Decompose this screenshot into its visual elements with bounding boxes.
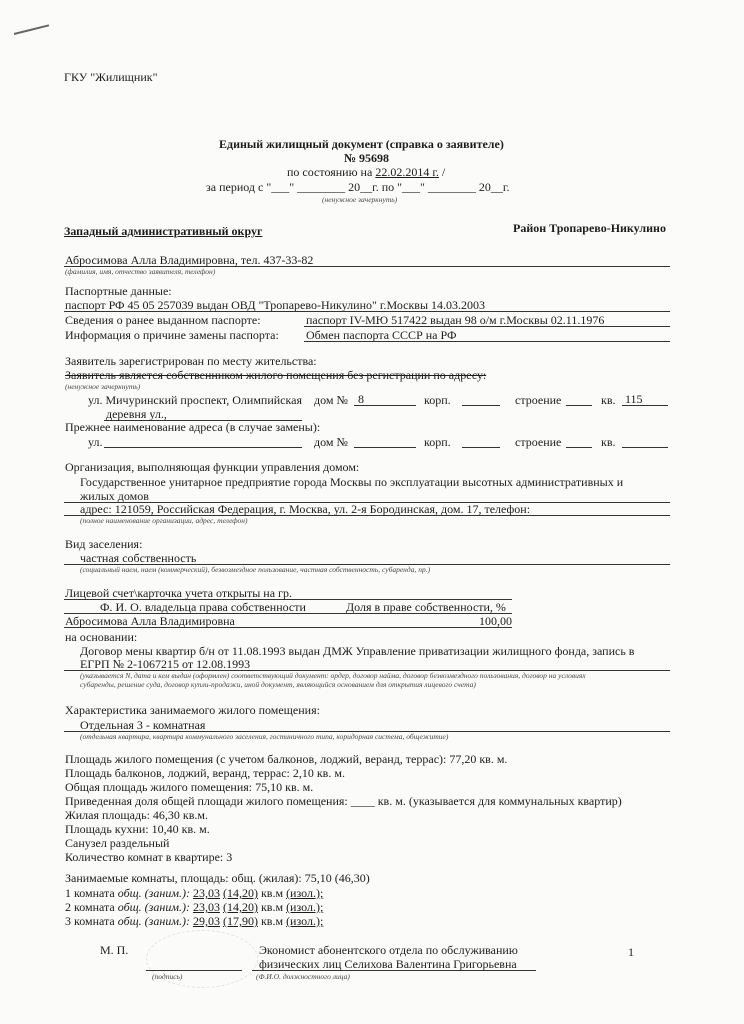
prev-kv-label: кв. (601, 435, 616, 449)
rule (462, 405, 500, 406)
position-line-2: физических лиц Селихова Валентина Григорьевна (259, 957, 517, 971)
state-date: 22.02.2014 г. (375, 165, 439, 179)
prev-stroenie-label: строение (515, 435, 562, 449)
room-row: 1 комната общ. (заним.): 23,03 (14,20) кв.м (изол.); (65, 886, 324, 900)
address-street: ул. Мичуринский проспект, Олимпийская (88, 393, 302, 407)
fio-line (252, 970, 536, 971)
characteristics-note: (отдельная квартира, квартира коммунального заселения, гостиничного типа, коридорная система, общежитие) (80, 732, 449, 741)
applicant-name: Абросимова Алла Владимировна, тел. 437-33-82 (65, 253, 314, 267)
management-address: адрес: 121059, Российская Федерация, г. Москва, ул. 2-я Бородинская, дом. 17, телефон: (80, 502, 531, 516)
basis-line-1: Договор мены квартир б/н от 11.08.1993 выдан ДМЖ Управление приватизации жилищного фонда, запись в (80, 644, 635, 658)
rule (566, 405, 592, 406)
registration-line: Заявитель зарегистрирован по месту жительства: (65, 354, 317, 368)
management-note: (полное наименование организации, адрес, телефон) (80, 516, 248, 525)
area-line: Общая площадь жилого помещения: 75,10 кв. м. (65, 780, 314, 794)
prev-korp-label: корп. (424, 435, 451, 449)
rule (64, 311, 670, 312)
owner-name: Абросимова Алла Владимировна (65, 614, 235, 628)
reason-label: Информация о причине замены паспорта: (65, 328, 279, 342)
mp-label: М. П. (100, 943, 129, 957)
owner-share: 100,00 (479, 614, 512, 628)
area-line: Количество комнат в квартире: 3 (65, 850, 233, 864)
rule (104, 447, 302, 448)
characteristics-label: Характеристика занимаемого жилого помещения: (65, 703, 320, 717)
area-line: Санузел раздельный (65, 836, 170, 850)
basis-note-1: (указывается N, дата и кем выдан (оформлен) соответствующий документ: ордер, договор найма, договор безвозмездного пользования, договор на условиях (80, 671, 586, 680)
doc-number: № 95698 (344, 151, 390, 165)
area-line: Жилая площадь: 46,30 кв.м. (65, 808, 208, 822)
org-name: ГКУ "Жилищник" (64, 70, 158, 84)
col-share: Доля в праве собственности, % (346, 600, 506, 614)
room-row: 3 комната общ. (заним.): 29,03 (17,90) кв.м (изол.); (65, 914, 324, 928)
prev-passport-value: паспорт IV-МЮ 517422 выдан 98 о/м г.Москвы 02.11.1976 (306, 313, 605, 327)
management-label: Организация, выполняющая функции управления домом: (65, 460, 360, 474)
prev-street: ул. (88, 435, 103, 449)
doc-title: Единый жилищный документ (справка о заявителе) (219, 137, 504, 151)
state-line: по состоянию на 22.02.2014 г. / (287, 165, 446, 179)
rule (64, 627, 512, 628)
room-row: 2 комната общ. (заним.): 23,03 (14,20) кв.м (изол.); (65, 900, 324, 914)
period-line: за период с "___" ________ 20__г. по "___" ________ 20__г. (206, 180, 510, 194)
area-line: Площадь кухни: 10,40 кв. м. (65, 822, 210, 836)
rule (354, 405, 416, 406)
management-name-1: Государственное унитарное предприятие города Москвы по эксплуатации высотных административных и (80, 475, 624, 489)
position-line-1: Экономист абонентского отдела по обслуживанию (259, 943, 518, 957)
col-fio: Ф. И. О. владельца права собственности (100, 600, 306, 614)
passport-label: Паспортные данные: (65, 284, 172, 298)
rule (566, 447, 592, 448)
dom-value: 8 (358, 392, 364, 406)
pen-mark (14, 24, 49, 35)
basis-note-2: субаренды, решение суда, договор купли-продажи, иной документ, являющийся основанием для открытия лицевого счета) (80, 680, 476, 689)
rule (462, 447, 500, 448)
rule (622, 447, 668, 448)
reason-value: Обмен паспорта СССР на РФ (306, 328, 457, 342)
rule (354, 447, 416, 448)
address-street-2: деревня ул., (106, 407, 167, 421)
owner-no-registration-line: Заявитель является собственником жилого помещения без регистрации по адресу: (65, 368, 487, 382)
fio-note: (Ф.И.О. должностного лица) (256, 972, 350, 981)
prev-address-label: Прежнее наименование адреса (в случае замены): (65, 420, 321, 434)
kv-label: кв. (601, 393, 616, 407)
applicant-note: (фамилия, имя, отчество заявителя, телефон) (65, 267, 216, 276)
rooms-header: Занимаемые комнаты, площадь: общ. (жилая): 75,10 (46,30) (65, 871, 370, 885)
dom-label: дом № (314, 393, 348, 407)
rule (304, 341, 670, 342)
rule (622, 405, 668, 406)
signature-line (146, 970, 242, 971)
area-line: Приведенная доля общей площади жилого помещения: ____ кв. м. (указывается для коммунальных квартир) (65, 794, 622, 808)
rayon: Район Тропарево-Никулино (513, 221, 666, 235)
area-line: Площадь балконов, лоджий, веранд, террас: 2,10 кв. м. (65, 766, 345, 780)
stroenie-label: строение (515, 393, 562, 407)
management-name-2: жилых домов (80, 489, 149, 503)
okrug: Западный административный округ (64, 224, 263, 238)
passport-value: паспорт РФ 45 05 257039 выдан ОВД "Тропарево-Никулино" г.Москвы 14.03.2003 (65, 298, 486, 312)
basis-line-2: ЕГРП № 2-1067215 от 12.08.1993 (80, 657, 251, 671)
registration-note: (ненужное зачеркнуть) (65, 382, 141, 391)
rule (304, 326, 670, 327)
page-number: 1 (628, 945, 634, 959)
signature-note: (подпись) (152, 972, 183, 981)
settlement-note: (социальный наем, наем (коммерческий), безвозмездное пользование, частная собственность, субаренда, пр.) (80, 565, 431, 574)
korp-label: корп. (424, 393, 451, 407)
characteristics-value: Отдельная 3 - комнатная (80, 718, 206, 732)
period-note: (ненужное зачеркнуть) (322, 195, 398, 204)
basis-label: на основании: (65, 630, 138, 644)
prev-passport-label: Сведения о ранее выданном паспорте: (65, 313, 261, 327)
account-label: Лицевой счет\карточка учета открыты на гр. (65, 586, 292, 600)
settlement-value: частная собственность (80, 551, 197, 565)
prev-dom-label: дом № (314, 435, 348, 449)
settlement-label: Вид заселения: (65, 537, 143, 551)
area-line: Площадь жилого помещения (с учетом балконов, лоджий, веранд, террас): 77,20 кв. м. (65, 752, 508, 766)
kv-value: 115 (625, 392, 643, 406)
